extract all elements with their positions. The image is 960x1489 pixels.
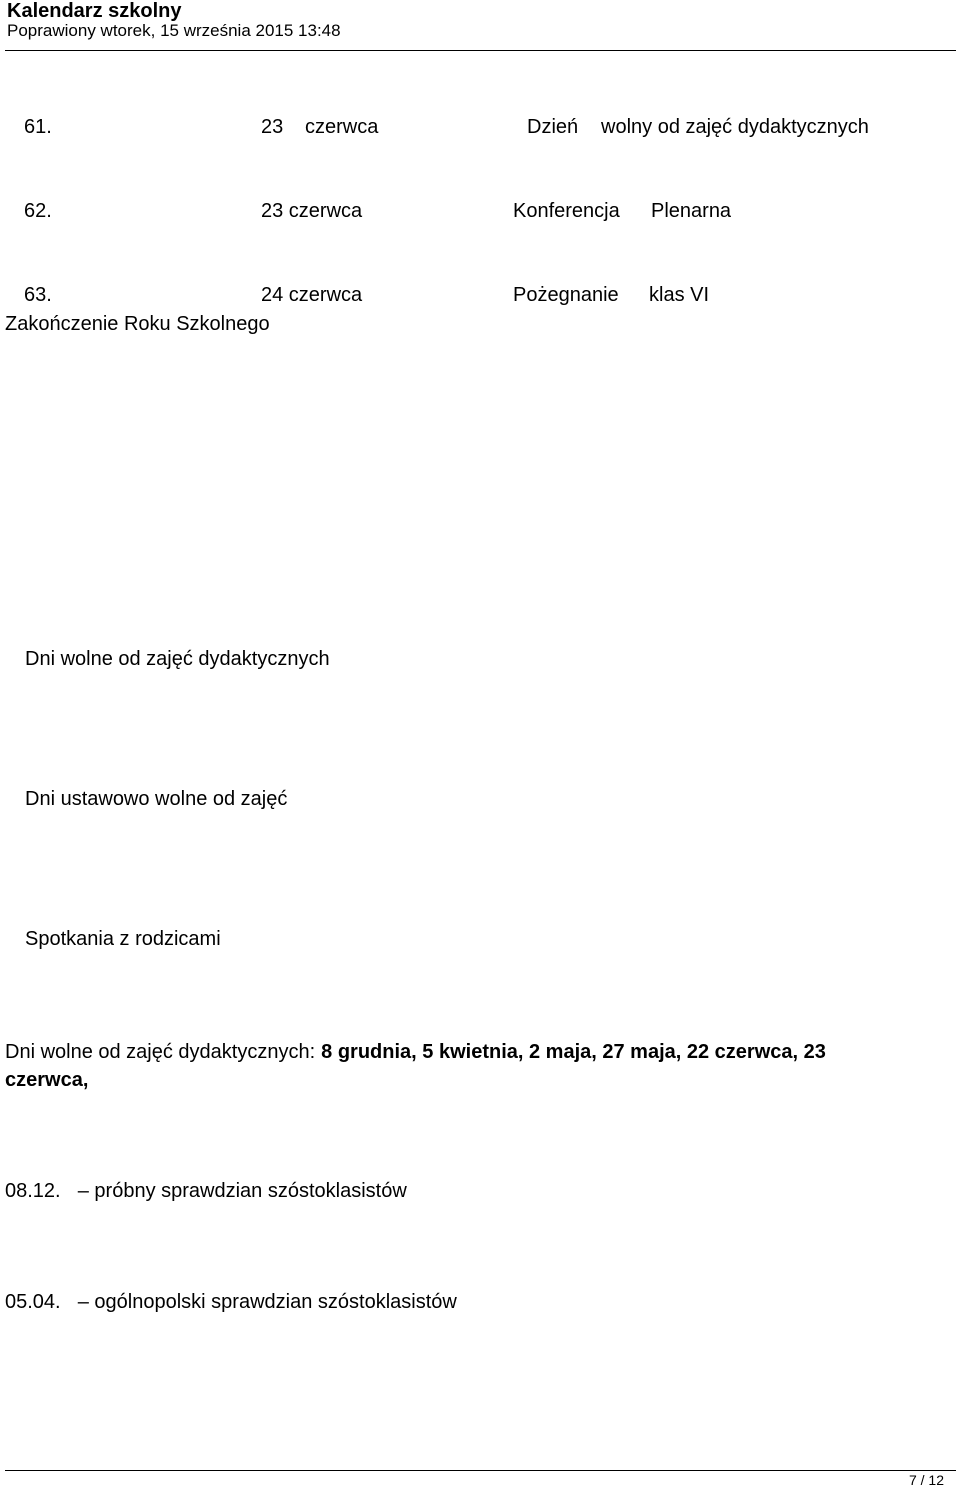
legend-parent-meetings: Spotkania z rodzicami [25,928,221,950]
legend-statutory-holidays: Dni ustawowo wolne od zajęć [25,788,288,810]
exam-text: ogólnopolski sprawdzian szóstoklasistów [94,1291,457,1313]
event-date: 23 czerwca [261,200,363,222]
event-desc-b: klas VI [649,284,710,306]
document-subtitle: Poprawiony wtorek, 15 września 2015 13:48 [7,21,341,40]
exam-date: 08.12. [5,1180,61,1202]
event-number: 63. [24,284,52,306]
free-days-value: 8 grudnia, 5 kwietnia, 2 maja, 27 maja, 22 czerwca, 23 [321,1041,826,1063]
exam-text: próbny sprawdzian szóstoklasistów [94,1180,407,1202]
event-number: 62. [24,200,52,222]
event-desc-line2: Zakończenie Roku Szkolnego [5,313,270,335]
exam-row [5,1290,457,1314]
event-desc-b: wolny od zajęć dydaktycznych [601,116,869,138]
legend-free-days: Dni wolne od zajęć dydaktycznych [25,648,330,670]
event-desc-a: Pożegnanie [513,284,619,306]
page-number: 7 / 12 [908,1472,944,1488]
exam-dash: – [77,1180,89,1202]
event-date: 24 czerwca [261,284,363,306]
exam-row [5,1179,407,1203]
exam-dash: – [77,1291,89,1313]
footer-divider [5,1470,956,1471]
free-days-label: Dni wolne od zajęć dydaktycznych: [5,1041,316,1063]
event-desc-b: Plenarna [651,200,732,222]
exam-date: 05.04. [5,1291,61,1313]
event-date-month: czerwca [305,116,379,138]
event-number: 61. [24,116,52,138]
document-title: Kalendarz szkolny [7,0,182,22]
header-divider [5,50,956,51]
event-desc-a: Konferencja [513,200,620,222]
free-days-value-cont: czerwca, [5,1069,89,1091]
event-desc-a: Dzień [527,116,579,138]
event-date-day: 23 [261,116,284,138]
